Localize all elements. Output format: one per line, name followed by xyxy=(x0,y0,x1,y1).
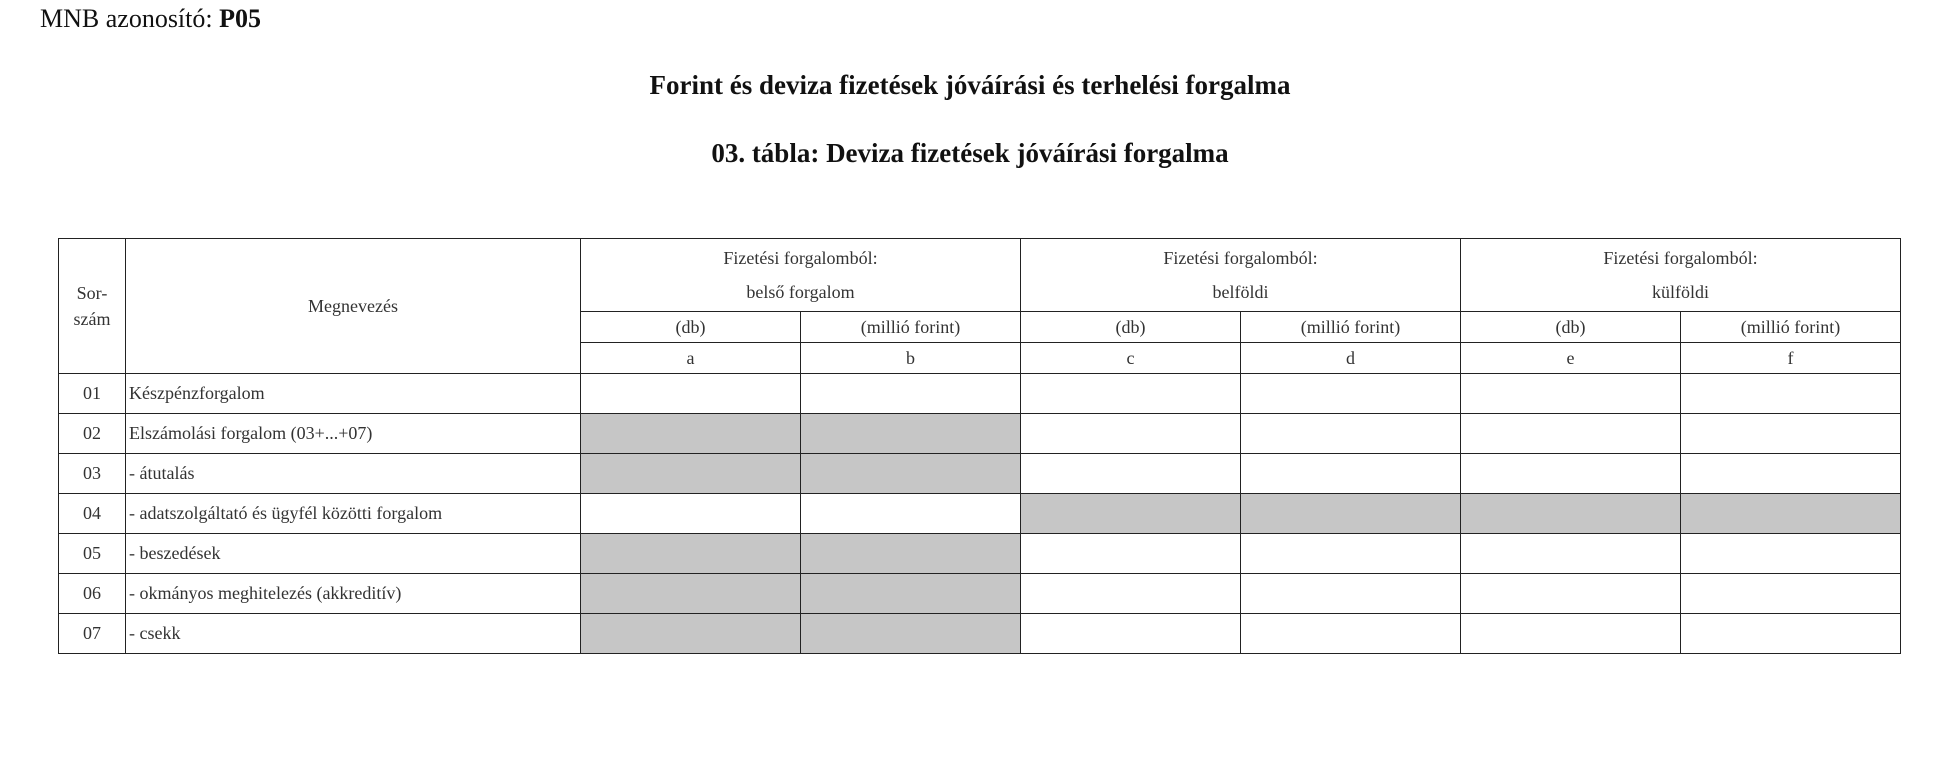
cell-f[interactable] xyxy=(1681,574,1901,614)
table-row xyxy=(59,414,1901,454)
header-sorszam xyxy=(59,239,126,374)
cell-b-shaded xyxy=(801,454,1021,494)
row-name: - beszedések xyxy=(126,534,581,574)
cell-b-shaded xyxy=(801,574,1021,614)
header-letter-b: b xyxy=(801,343,1021,374)
cell-a[interactable] xyxy=(581,494,801,534)
cell-e[interactable] xyxy=(1461,414,1681,454)
cell-c[interactable] xyxy=(1021,374,1241,414)
cell-c[interactable] xyxy=(1021,414,1241,454)
table-row xyxy=(59,534,1901,574)
header-unit-a: (db) xyxy=(581,312,801,343)
row-number: 02 xyxy=(59,414,126,454)
cell-b[interactable] xyxy=(801,494,1021,534)
header-megnevezes: Megnevezés xyxy=(126,239,581,374)
cell-d[interactable] xyxy=(1241,614,1461,654)
header-group-kulfoldi-line1: Fizetési forgalomból: xyxy=(1603,248,1758,268)
cell-c[interactable] xyxy=(1021,454,1241,494)
cell-e[interactable] xyxy=(1461,534,1681,574)
cell-b-shaded xyxy=(801,414,1021,454)
table-row xyxy=(59,574,1901,614)
header-unit-d: (millió forint) xyxy=(1241,312,1461,343)
row-name: - csekk xyxy=(126,614,581,654)
cell-c[interactable] xyxy=(1021,534,1241,574)
header-group-kulfoldi-line2: külföldi xyxy=(1652,282,1709,302)
cell-a-shaded xyxy=(581,534,801,574)
row-name: - átutalás xyxy=(126,454,581,494)
row-name: - okmányos meghitelezés (akkreditív) xyxy=(126,574,581,614)
header-unit-c: (db) xyxy=(1021,312,1241,343)
cell-d[interactable] xyxy=(1241,574,1461,614)
cell-e[interactable] xyxy=(1461,574,1681,614)
cell-f[interactable] xyxy=(1681,454,1901,494)
header-group-belso xyxy=(581,239,1021,312)
row-name: Készpénzforgalom xyxy=(126,374,581,414)
table-row xyxy=(59,614,1901,654)
row-name: - adatszolgáltató és ügyfél közötti forgalom xyxy=(126,494,581,534)
page-title: Forint és deviza fizetések jóváírási és terhelési forgalma xyxy=(649,70,1291,100)
cell-f-shaded xyxy=(1681,494,1901,534)
header-unit-b: (millió forint) xyxy=(801,312,1021,343)
table-row xyxy=(59,374,1901,414)
header-letter-f: f xyxy=(1681,343,1901,374)
cell-a[interactable] xyxy=(581,374,801,414)
row-name: Elszámolási forgalom (03+...+07) xyxy=(126,414,581,454)
cell-d-shaded xyxy=(1241,494,1461,534)
cell-c[interactable] xyxy=(1021,614,1241,654)
cell-e[interactable] xyxy=(1461,374,1681,414)
header-letter-a: a xyxy=(581,343,801,374)
cell-f[interactable] xyxy=(1681,414,1901,454)
cell-d[interactable] xyxy=(1241,534,1461,574)
cell-d[interactable] xyxy=(1241,374,1461,414)
cell-d[interactable] xyxy=(1241,414,1461,454)
cell-b[interactable] xyxy=(801,374,1021,414)
row-number: 04 xyxy=(59,494,126,534)
cell-b-shaded xyxy=(801,614,1021,654)
header-unit-f: (millió forint) xyxy=(1681,312,1901,343)
header-letter-d: d xyxy=(1241,343,1461,374)
cell-a-shaded xyxy=(581,454,801,494)
row-number: 06 xyxy=(59,574,126,614)
header-unit-e: (db) xyxy=(1461,312,1681,343)
cell-e-shaded xyxy=(1461,494,1681,534)
table-row xyxy=(59,454,1901,494)
header-letter-e: e xyxy=(1461,343,1681,374)
header-sorszam-line2: szám xyxy=(73,309,111,329)
header-group-belso-line2: belső forgalom xyxy=(746,282,855,302)
table-title: 03. tábla: Deviza fizetések jóváírási forgalma xyxy=(711,138,1229,168)
cell-f[interactable] xyxy=(1681,614,1901,654)
header-group-belfoldi-line1: Fizetési forgalomból: xyxy=(1163,248,1318,268)
payment-table xyxy=(58,238,1901,654)
cell-c-shaded xyxy=(1021,494,1241,534)
row-number: 03 xyxy=(59,454,126,494)
cell-e[interactable] xyxy=(1461,454,1681,494)
cell-f[interactable] xyxy=(1681,534,1901,574)
header-sorszam-line1: Sor- xyxy=(76,283,108,303)
row-number: 05 xyxy=(59,534,126,574)
cell-b-shaded xyxy=(801,534,1021,574)
row-number: 01 xyxy=(59,374,126,414)
mnb-identifier xyxy=(40,4,261,34)
table-row xyxy=(59,494,1901,534)
row-number: 07 xyxy=(59,614,126,654)
header-letter-c: c xyxy=(1021,343,1241,374)
cell-c[interactable] xyxy=(1021,574,1241,614)
cell-a-shaded xyxy=(581,574,801,614)
cell-d[interactable] xyxy=(1241,454,1461,494)
header-group-belfoldi xyxy=(1021,239,1461,312)
mnb-id-label: MNB azonosító: xyxy=(40,4,213,33)
cell-f[interactable] xyxy=(1681,374,1901,414)
cell-a-shaded xyxy=(581,614,801,654)
header-group-kulfoldi xyxy=(1461,239,1901,312)
cell-e[interactable] xyxy=(1461,614,1681,654)
header-group-belfoldi-line2: belföldi xyxy=(1212,282,1269,302)
cell-a-shaded xyxy=(581,414,801,454)
mnb-id-value: P05 xyxy=(219,4,261,33)
header-group-belso-line1: Fizetési forgalomból: xyxy=(723,248,878,268)
